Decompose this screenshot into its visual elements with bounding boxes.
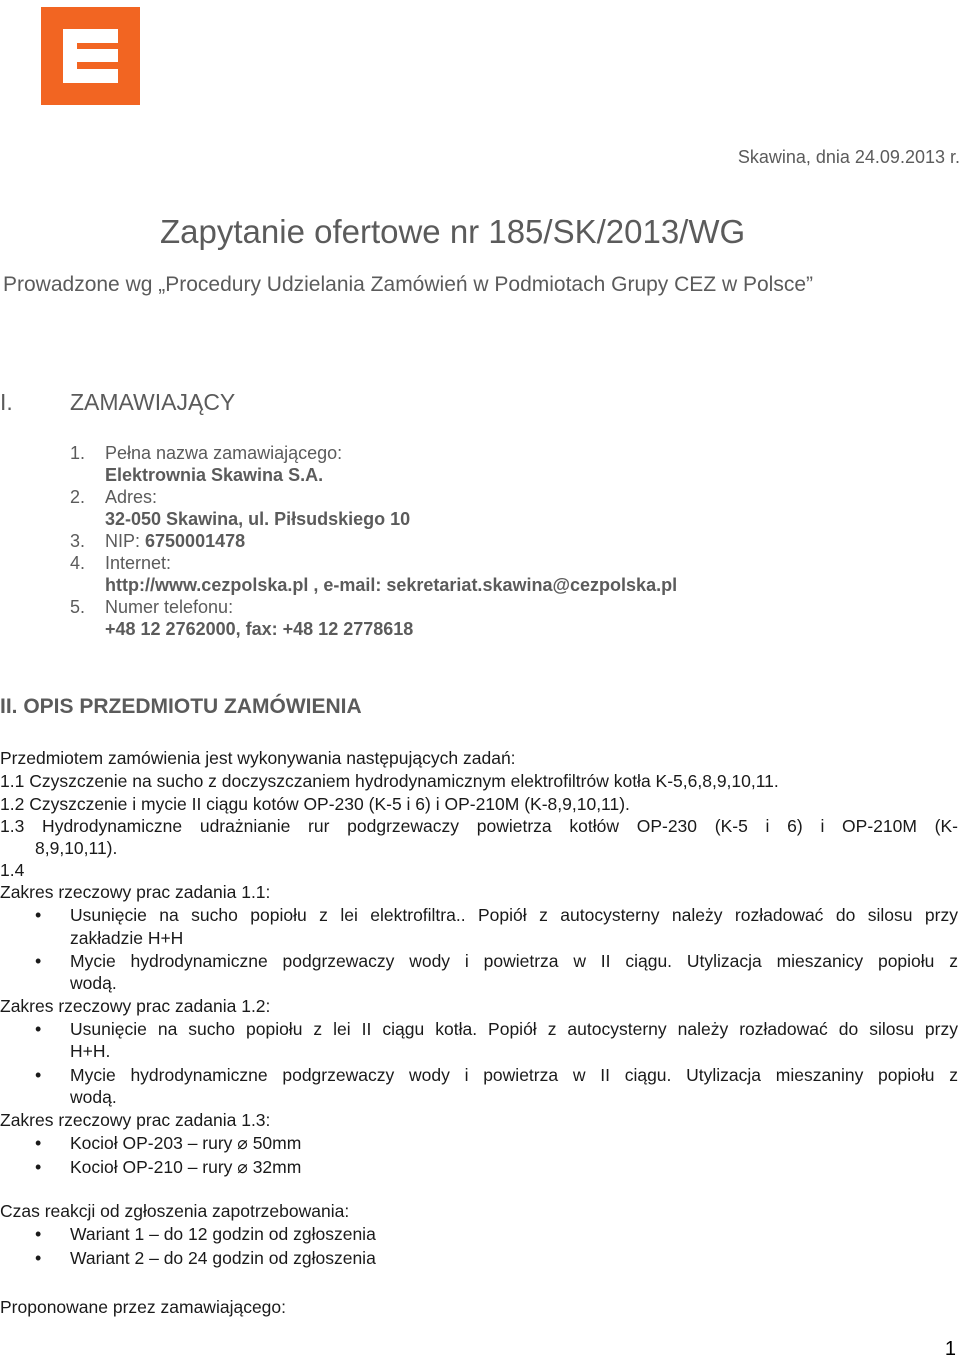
scope-1-3-item-2: Kocioł OP-210 – rury ⌀ 32mm — [70, 1157, 302, 1177]
item-value: 32-050 Skawina, ul. Piłsudskiego 10 — [105, 509, 411, 529]
scope-1-3-item-1: Kocioł OP-203 – rury ⌀ 50mm — [70, 1133, 302, 1153]
scope-1-2-item-1: Usunięcie na sucho popiołu z lei II ciągu kotła. Popiół z autocysterny należy rozładować do silosu przy — [70, 1019, 958, 1039]
bullet-icon: • — [35, 1224, 42, 1244]
scope-1-1-item-2: Mycie hydrodynamiczne podgrzewaczy wody i powietrza w II ciągu. Utylizacja mieszanicy popiołu z — [70, 951, 958, 971]
task-1-4: 1.4 — [0, 860, 25, 880]
bullet-icon: • — [35, 1248, 42, 1268]
item-label: Pełna nazwa zamawiającego: — [105, 443, 343, 463]
reaction-item-1: Wariant 1 – do 12 godzin od zgłoszenia — [70, 1224, 376, 1244]
document-title: Zapytanie ofertowe nr 185/SK/2013/WG — [160, 213, 746, 250]
task-1-2: 1.2 Czyszczenie i mycie II ciągu kotów OP-230 (K-5 i 6) i OP-210M (K-8,9,10,11). — [0, 794, 630, 814]
item-value: Elektrownia Skawina S.A. — [105, 465, 324, 485]
task-1-3-cont: 8,9,10,11). — [35, 838, 118, 858]
bullet-icon: • — [35, 1065, 42, 1085]
scope-1-3-heading: Zakres rzeczowy prac zadania 1.3: — [0, 1110, 271, 1130]
scope-1-2-heading: Zakres rzeczowy prac zadania 1.2: — [0, 996, 271, 1016]
page-number: 1 — [944, 1338, 956, 1360]
scope-1-1-item-2-cont: wodą. — [70, 973, 117, 993]
bullet-icon: • — [35, 1157, 42, 1177]
item-value: +48 12 2762000, fax: +48 12 2778618 — [105, 619, 414, 639]
scope-1-1-heading: Zakres rzeczowy prac zadania 1.1: — [0, 882, 271, 902]
section-1-title: ZAMAWIAJĄCY — [70, 389, 236, 415]
proposed-heading: Proponowane przez zamawiającego: — [0, 1297, 286, 1317]
document-date: Skawina, dnia 24.09.2013 r. — [737, 147, 960, 167]
cez-logo — [41, 7, 140, 105]
item-value: http://www.cezpolska.pl , e-mail: sekretariat.skawina@cezpolska.pl — [105, 575, 678, 595]
list-item-1: 1. Pełna nazwa zamawiającego: — [70, 443, 343, 463]
bullet-icon: • — [35, 1133, 42, 1153]
list-item-3: 3. NIP: 6750001478 — [70, 531, 246, 551]
document-subtitle: Prowadzone wg „Procedury Udzielania Zamówień w Podmiotach Grupy CEZ w Polsce” — [3, 273, 813, 296]
scope-1-2-item-1-cont: H+H. — [70, 1041, 111, 1061]
scope-1-1-item-1: Usunięcie na sucho popiołu z lei elektrofiltra.. Popiół z autocysterny należy rozładować do silosu przy — [70, 905, 958, 925]
section-1-heading — [0, 389, 235, 416]
task-1-3: 1.3 Hydrodynamiczne udrażnianie rur podgrzewaczy powietrza kotłów OP-230 (K-5 i 6) i OP-210M (K- — [0, 816, 958, 836]
logo-bar-middle — [63, 49, 118, 62]
scope-1-2-item-2: Mycie hydrodynamiczne podgrzewaczy wody i powietrza w II ciągu. Utylizacja mieszaniny popiołu z — [70, 1065, 958, 1085]
task-1-1: 1.1 Czyszczenie na sucho z doczyszczaniem hydrodynamicznym elektrofiltrów kotła K-5,6,8,9,10,11. — [0, 771, 779, 791]
item-label: Internet: — [105, 553, 172, 573]
item-label: Numer telefonu: — [105, 597, 234, 617]
logo-bar-bottom — [63, 69, 118, 83]
list-item-2: 2. Adres: — [70, 487, 158, 507]
bullet-icon: • — [35, 1019, 42, 1039]
section-1-number: I. — [0, 389, 13, 415]
item-label: NIP: — [105, 531, 146, 551]
section-2-intro: Przedmiotem zamówienia jest wykonywania następujących zadań: — [0, 748, 516, 768]
section-2-heading: II. OPIS PRZEDMIOTU ZAMÓWIENIA — [0, 695, 362, 718]
item-label: Adres: — [105, 487, 158, 507]
bullet-icon: • — [35, 951, 42, 971]
bullet-icon: • — [35, 905, 42, 925]
scope-1-1-item-1-cont: zakładzie H+H — [70, 928, 184, 948]
list-item-4: 4. Internet: — [70, 553, 172, 573]
list-item-5: 5. Numer telefonu: — [70, 597, 234, 617]
reaction-heading: Czas reakcji od zgłoszenia zapotrzebowania: — [0, 1201, 350, 1221]
item-value: 6750001478 — [145, 531, 246, 551]
reaction-item-2: Wariant 2 – do 24 godzin od zgłoszenia — [70, 1248, 376, 1268]
scope-1-2-item-2-cont: wodą. — [70, 1087, 117, 1107]
